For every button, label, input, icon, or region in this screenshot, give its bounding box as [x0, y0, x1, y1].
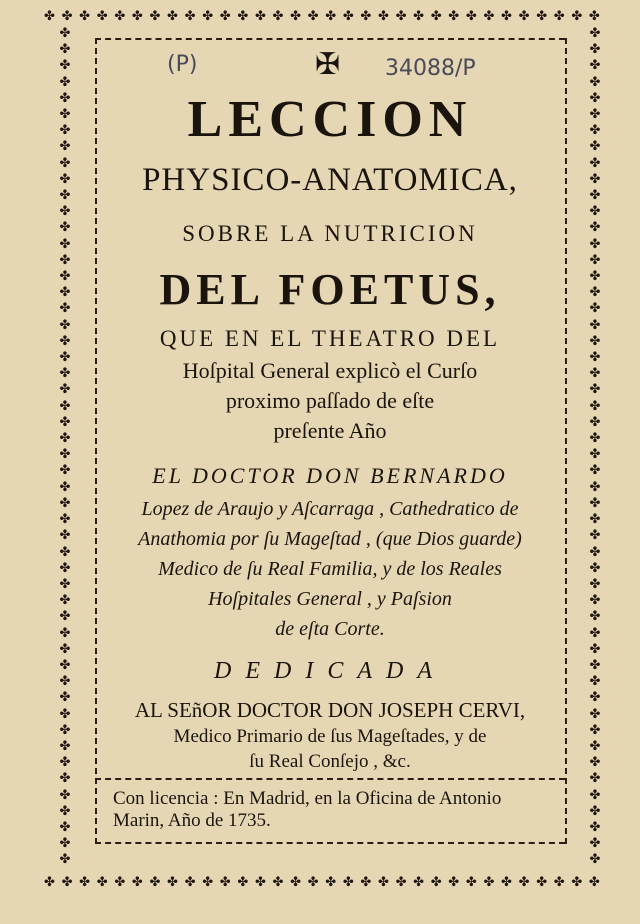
- ornament-icon: ✤: [589, 851, 601, 866]
- ornament-icon: ✤: [219, 873, 231, 889]
- ornament-icon: ✤: [589, 300, 601, 316]
- ornament-icon: ✤: [167, 7, 178, 23]
- dedication-heading: DEDICADA: [214, 658, 446, 684]
- handwritten-mark: (P): [167, 52, 198, 77]
- ornament-icon: ✤: [589, 332, 601, 348]
- cross-icon: ✠: [315, 48, 341, 81]
- dedication-line-3: Medico Primario de ſus Mageſtades, y de: [173, 726, 487, 747]
- ornament-icon: ✤: [536, 7, 548, 23]
- ornament-icon: ✤: [589, 511, 601, 527]
- ornament-border-left: [48, 26, 82, 866]
- ornament-icon: ✤: [589, 737, 601, 753]
- ornament-icon: ✤: [59, 478, 71, 494]
- ornament-icon: ✤: [59, 689, 71, 705]
- ornament-icon: ✤: [589, 446, 601, 462]
- right-rule: [565, 38, 567, 844]
- author-line-1: EL DOCTOR DON BERNARDO: [152, 463, 508, 488]
- ornament-icon: ✤: [59, 592, 71, 608]
- ornament-icon: ✤: [59, 737, 71, 753]
- ornament-icon: ✤: [589, 41, 601, 57]
- ornament-icon: ✤: [59, 705, 71, 721]
- ornament-icon: ✤: [59, 851, 71, 866]
- ornament-icon: ✤: [272, 7, 284, 23]
- ornament-icon: ✤: [59, 575, 71, 591]
- ornament-icon: ✤: [59, 138, 71, 154]
- author-line-5: Hoſpitales General , y Paſsion: [208, 588, 452, 610]
- title-line-1: LECCION: [187, 91, 473, 148]
- author-line-4: Medico de ſu Real Familia, y de los Reales: [158, 558, 502, 580]
- ornament-icon: ✤: [59, 446, 71, 462]
- imprint-rule: [95, 778, 565, 780]
- ornament-icon: ✤: [59, 26, 71, 40]
- bottom-rule: [95, 842, 565, 844]
- title-line-3: SOBRE LA NUTRICION: [182, 221, 478, 246]
- ornament-icon: ✤: [589, 154, 601, 170]
- ornament-icon: ✤: [184, 7, 196, 23]
- ornament-icon: ✤: [59, 365, 71, 381]
- ornament-icon: ✤: [589, 170, 601, 186]
- ornament-icon: ✤: [483, 7, 495, 23]
- ornament-icon: ✤: [589, 57, 601, 73]
- ornament-icon: ✤: [131, 873, 143, 889]
- ornament-icon: ✤: [360, 873, 372, 889]
- ornament-icon: ✤: [589, 430, 601, 446]
- ornament-icon: ✤: [325, 873, 337, 889]
- ornament-icon: ✤: [413, 873, 425, 889]
- ornament-icon: ✤: [59, 786, 71, 802]
- title-line-4: DEL FOETUS,: [159, 265, 501, 314]
- ornament-icon: ✤: [59, 170, 71, 186]
- ornament-icon: ✤: [589, 559, 601, 575]
- ornament-icon: ✤: [589, 640, 601, 656]
- ornament-icon: ✤: [290, 7, 301, 23]
- ornament-icon: ✤: [59, 268, 71, 284]
- ornament-icon: ✤: [59, 608, 71, 624]
- title-line-7: proximo paſſado de eſte: [225, 388, 435, 413]
- ornament-icon: ✤: [589, 754, 601, 770]
- ornament-icon: ✤: [59, 770, 71, 786]
- imprint-line-2: Marin, Año de 1735.: [113, 810, 271, 831]
- ornament-icon: ✤: [61, 7, 73, 23]
- ornament-icon: ✤: [589, 413, 601, 429]
- ornament-icon: ✤: [59, 41, 71, 57]
- ornament-icon: ✤: [79, 873, 91, 889]
- ornament-icon: ✤: [536, 873, 548, 889]
- ornament-icon: ✤: [589, 592, 601, 608]
- ornament-icon: ✤: [589, 770, 601, 786]
- ornament-icon: ✤: [59, 203, 71, 219]
- ornament-icon: ✤: [448, 7, 460, 23]
- ornament-icon: ✤: [589, 575, 601, 591]
- ornament-icon: ✤: [59, 316, 71, 332]
- ornament-icon: ✤: [589, 397, 601, 413]
- ornament-icon: ✤: [59, 673, 71, 689]
- ornament-icon: ✤: [59, 381, 71, 397]
- ornament-icon: ✤: [589, 73, 601, 89]
- ornament-icon: ✤: [254, 7, 266, 23]
- ornament-icon: ✤: [589, 543, 601, 559]
- ornament-icon: ✤: [589, 284, 601, 300]
- ornament-icon: ✤: [59, 835, 71, 851]
- ornament-icon: ✤: [59, 511, 71, 527]
- ornament-icon: ✤: [114, 873, 126, 889]
- ornament-icon: ✤: [589, 689, 601, 705]
- ornament-icon: ✤: [149, 873, 161, 889]
- ornament-icon: ✤: [589, 316, 601, 332]
- ornament-icon: ✤: [589, 106, 601, 122]
- ornament-border-bottom: [44, 870, 600, 892]
- ornament-icon: ✤: [501, 7, 512, 23]
- ornament-icon: ✤: [448, 873, 460, 889]
- ornament-icon: ✤: [307, 873, 319, 889]
- ornament-icon: ✤: [342, 873, 354, 889]
- ornament-icon: ✤: [59, 802, 71, 818]
- ornament-icon: ✤: [589, 608, 601, 624]
- ornament-icon: ✤: [59, 640, 71, 656]
- ornament-icon: ✤: [377, 873, 389, 889]
- ornament-icon: ✤: [44, 873, 55, 889]
- ornament-border-right: [578, 26, 612, 866]
- ornament-icon: ✤: [290, 873, 301, 889]
- ornament-icon: ✤: [571, 873, 583, 889]
- ornament-icon: ✤: [589, 138, 601, 154]
- ornament-icon: ✤: [59, 430, 71, 446]
- ornament-icon: ✤: [342, 7, 354, 23]
- ornament-icon: ✤: [131, 7, 143, 23]
- author-line-2: Lopez de Araujo y Aſcarraga , Cathedratico de: [141, 498, 519, 520]
- ornament-icon: ✤: [589, 705, 601, 721]
- ornament-icon: ✤: [59, 721, 71, 737]
- ornament-icon: ✤: [589, 219, 601, 235]
- ornament-icon: ✤: [553, 873, 565, 889]
- ornament-icon: ✤: [59, 462, 71, 478]
- ornament-icon: ✤: [589, 835, 601, 851]
- ornament-icon: ✤: [114, 7, 126, 23]
- ornament-icon: ✤: [360, 7, 372, 23]
- top-rule: [95, 38, 565, 40]
- handwritten-shelfmark: 34088/P: [385, 56, 476, 81]
- ornament-icon: ✤: [589, 365, 601, 381]
- ornament-icon: ✤: [307, 7, 319, 23]
- ornament-icon: ✤: [589, 89, 601, 105]
- ornament-icon: ✤: [59, 235, 71, 251]
- ornament-icon: ✤: [589, 818, 601, 834]
- ornament-icon: ✤: [553, 7, 565, 23]
- ornament-icon: ✤: [219, 7, 231, 23]
- ornament-icon: ✤: [272, 873, 284, 889]
- ornament-icon: ✤: [184, 873, 196, 889]
- ornament-icon: ✤: [589, 187, 601, 203]
- ornament-icon: ✤: [59, 89, 71, 105]
- ornament-icon: ✤: [59, 284, 71, 300]
- ornament-icon: ✤: [167, 873, 178, 889]
- dedication-line-4: ſu Real Conſejo , &c.: [249, 751, 411, 772]
- ornament-icon: ✤: [589, 203, 601, 219]
- ornament-icon: ✤: [589, 786, 601, 802]
- ornament-border-top: [44, 4, 600, 26]
- ornament-icon: ✤: [518, 873, 530, 889]
- ornament-icon: ✤: [59, 494, 71, 510]
- ornament-icon: ✤: [589, 381, 601, 397]
- ornament-icon: ✤: [501, 873, 512, 889]
- ornament-icon: ✤: [59, 527, 71, 543]
- ornament-icon: ✤: [589, 802, 601, 818]
- dedication-line-2: AL SEñOR DOCTOR DON JOSEPH CERVI,: [134, 698, 526, 722]
- imprint-line-1: Con licencia : En Madrid, en la Oficina de Antonio: [113, 788, 502, 809]
- ornament-icon: ✤: [59, 300, 71, 316]
- ornament-icon: ✤: [589, 494, 601, 510]
- ornament-icon: ✤: [325, 7, 337, 23]
- ornament-icon: ✤: [59, 818, 71, 834]
- ornament-icon: ✤: [589, 462, 601, 478]
- ornament-icon: ✤: [465, 873, 477, 889]
- ornament-icon: ✤: [59, 219, 71, 235]
- ornament-icon: ✤: [589, 478, 601, 494]
- ornament-icon: ✤: [413, 7, 425, 23]
- ornament-icon: ✤: [589, 624, 601, 640]
- ornament-icon: ✤: [79, 7, 91, 23]
- ornament-icon: ✤: [430, 873, 442, 889]
- ornament-icon: ✤: [518, 7, 530, 23]
- ornament-icon: ✤: [589, 26, 601, 40]
- ornament-icon: ✤: [96, 873, 108, 889]
- ornament-icon: ✤: [589, 349, 601, 365]
- ornament-icon: ✤: [589, 251, 601, 267]
- ornament-icon: ✤: [59, 349, 71, 365]
- ornament-icon: ✤: [61, 873, 73, 889]
- ornament-icon: ✤: [59, 754, 71, 770]
- ornament-icon: ✤: [465, 7, 477, 23]
- ornament-icon: ✤: [59, 413, 71, 429]
- ornament-icon: ✤: [237, 7, 249, 23]
- ornament-icon: ✤: [59, 559, 71, 575]
- ornament-icon: ✤: [237, 873, 249, 889]
- ornament-icon: ✤: [589, 235, 601, 251]
- ornament-icon: ✤: [589, 721, 601, 737]
- ornament-icon: ✤: [59, 106, 71, 122]
- author-line-6: de eſta Corte.: [275, 618, 385, 640]
- ornament-icon: ✤: [59, 397, 71, 413]
- ornament-icon: ✤: [59, 624, 71, 640]
- ornament-icon: ✤: [202, 7, 214, 23]
- ornament-icon: ✤: [59, 251, 71, 267]
- title-line-6: Hoſpital General explicò el Curſo: [182, 358, 478, 383]
- ornament-icon: ✤: [483, 873, 495, 889]
- title-line-2: PHYSICO-ANATOMICA,: [142, 162, 518, 198]
- ornament-icon: ✤: [589, 656, 601, 672]
- author-line-3: Anathomia por ſu Mageſtad , (que Dios guarde): [138, 528, 522, 550]
- title-line-8: preſente Año: [273, 418, 387, 443]
- ornament-icon: ✤: [395, 873, 407, 889]
- ornament-icon: ✤: [96, 7, 108, 23]
- ornament-icon: ✤: [202, 873, 214, 889]
- ornament-icon: ✤: [571, 7, 583, 23]
- ornament-icon: ✤: [589, 673, 601, 689]
- ornament-icon: ✤: [44, 7, 55, 23]
- ornament-icon: ✤: [59, 332, 71, 348]
- ornament-icon: ✤: [59, 122, 71, 138]
- ornament-icon: ✤: [589, 122, 601, 138]
- title-line-5: QUE EN EL THEATRO DEL: [159, 326, 501, 351]
- ornament-icon: ✤: [59, 57, 71, 73]
- text-frame: [95, 38, 565, 844]
- ornament-icon: ✤: [59, 656, 71, 672]
- ornament-icon: ✤: [59, 73, 71, 89]
- ornament-icon: ✤: [377, 7, 389, 23]
- ornament-icon: ✤: [59, 187, 71, 203]
- ornament-icon: ✤: [589, 268, 601, 284]
- ornament-icon: ✤: [59, 154, 71, 170]
- ornament-icon: ✤: [395, 7, 407, 23]
- ornament-icon: ✤: [254, 873, 266, 889]
- ornament-icon: ✤: [589, 527, 601, 543]
- ornament-icon: ✤: [149, 7, 161, 23]
- ornament-icon: ✤: [430, 7, 442, 23]
- ornament-icon: ✤: [59, 543, 71, 559]
- ornament-icon: ✤: [588, 873, 600, 889]
- ornament-icon: ✤: [588, 7, 600, 23]
